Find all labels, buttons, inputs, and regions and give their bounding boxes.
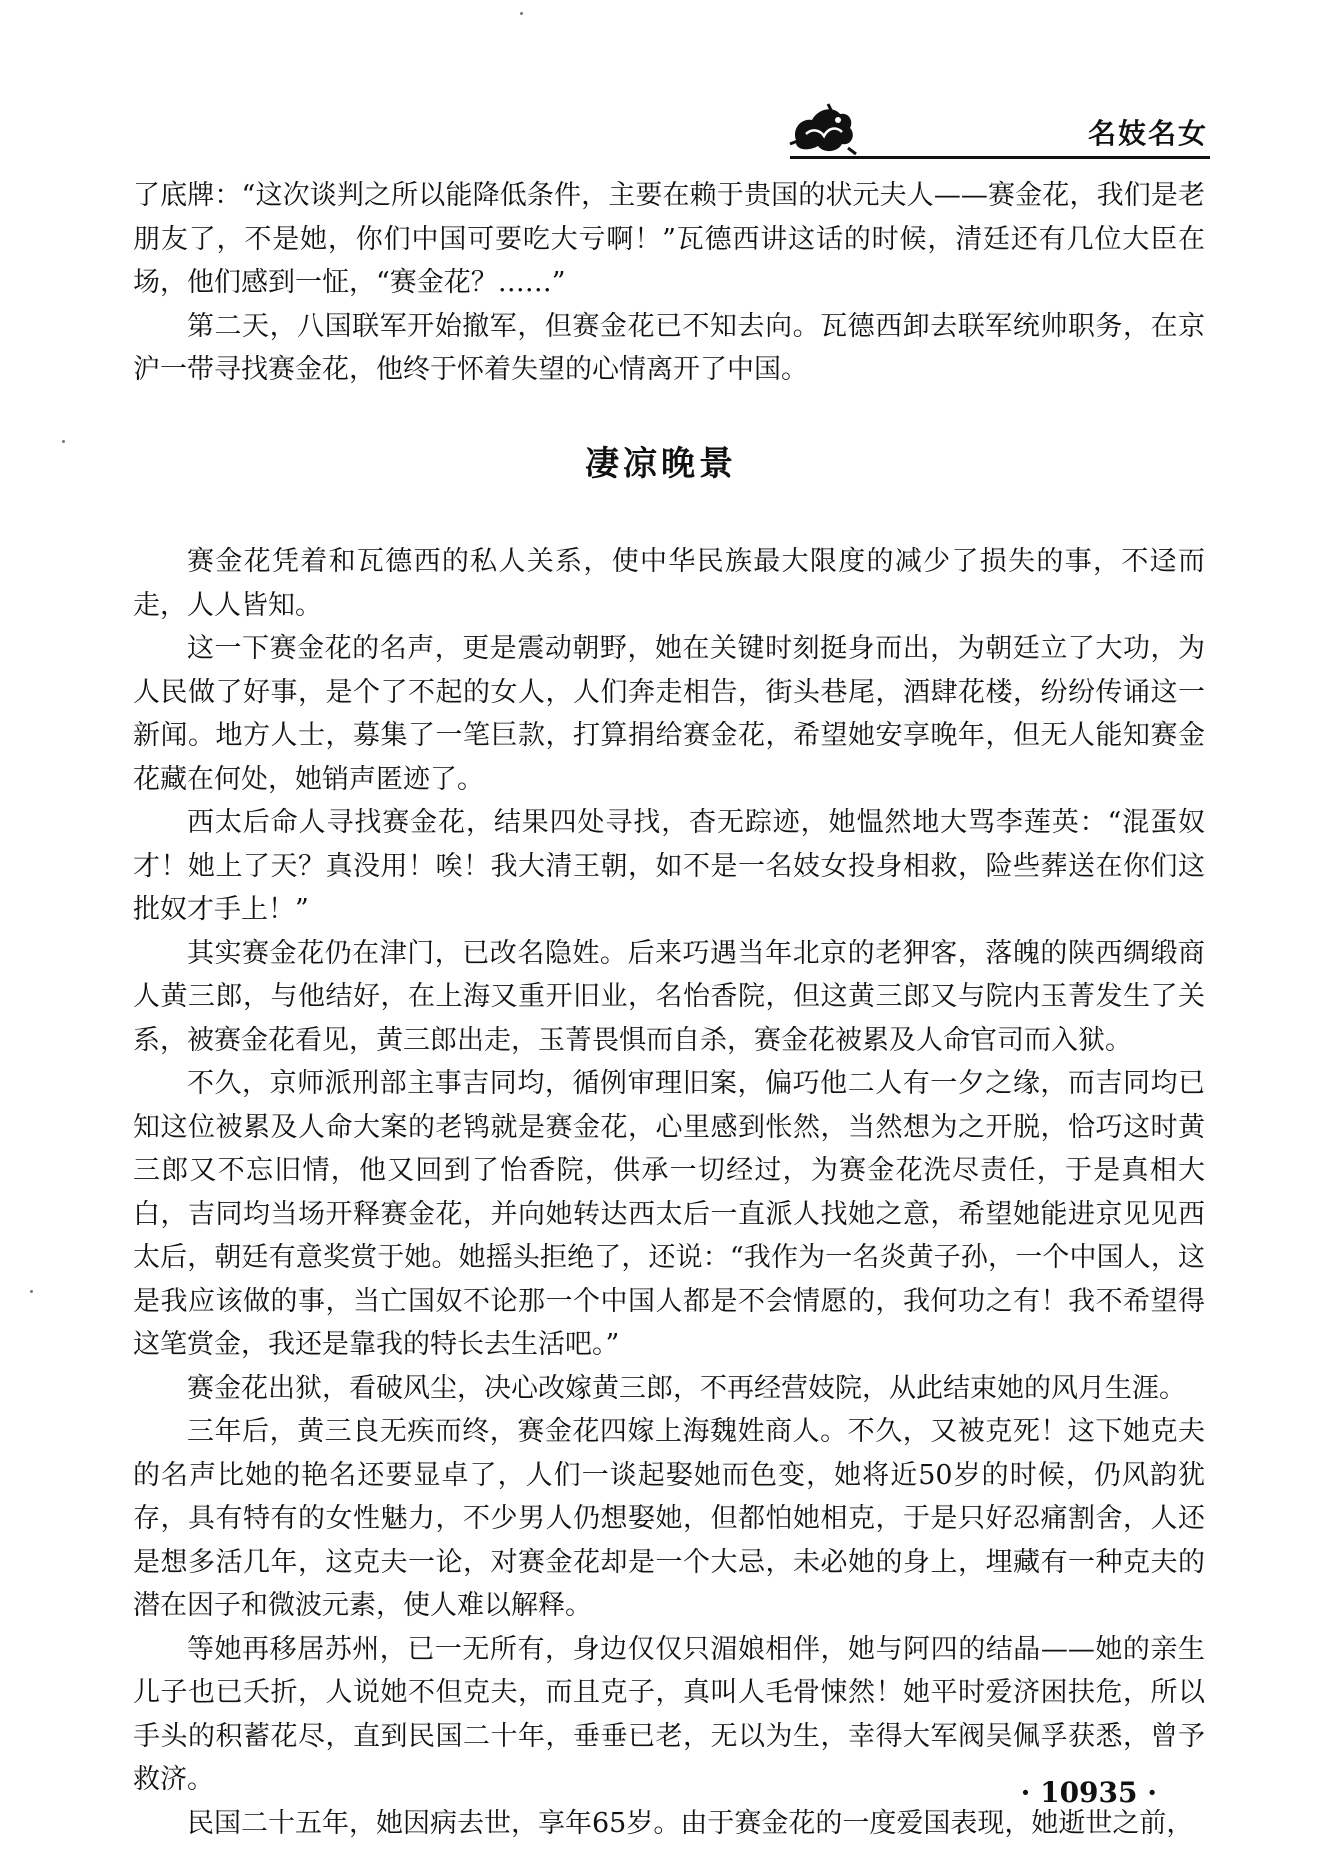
paragraph: 其实赛金花仍在津门，已改名隐姓。后来巧遇当年北京的老狎客，落魄的陕西绸缎商人黄三郎，与他结好，在上海又重开旧业，名怡香院，但这黄三郎又与院内玉菁发生了关系，被赛金花看见，黄三郎出走，玉菁畏惧而自杀，赛金花被累及人命官司而入狱。: [133, 937, 1205, 1056]
scan-speck: [30, 1290, 33, 1293]
scan-speck: [62, 440, 65, 443]
paragraph: 西太后命人寻找赛金花，结果四处寻找，杳无踪迹，她愠然地大骂李莲英：“混蛋奴才！她上了天？真没用！唉！我大清王朝，如不是一名妓女投身相救，险些葬送在你们这批奴才手上！”: [133, 807, 1205, 925]
top-text-block: [133, 174, 1205, 392]
dragon-emblem-icon: [788, 100, 858, 158]
paragraph: 等她再移居苏州，已一无所有，身边仅仅只湄娘相伴，她与阿四的结晶——她的亲生儿子也已夭折，人说她不但克夫，而且克子，真叫人毛骨悚然！她平时爱济困扶危，所以手头的积蓄花尽，直到民国二十年，垂垂已老，无以为生，幸得大军阀吴佩孚获悉，曾予救济。: [133, 1633, 1205, 1795]
paragraph: 了底牌：“这次谈判之所以能降低条件，主要在赖于贵国的状元夫人——赛金花，我们是老朋友了，不是她，你们中国可要吃大亏啊！”瓦德西讲这话的时候，清廷还有几位大臣在场，他们感到一怔，“赛金花？……”: [133, 180, 1205, 298]
paragraph: 不久，京师派刑部主事吉同均，循例审理旧案，偏巧他二人有一夕之缘，而吉同均已知这位被累及人命大案的老鸨就是赛金花，心里感到怅然，当然想为之开脱，恰巧这时黄三郎又不忘旧情，他又回到了怡香院，供承一切经过，为赛金花洗尽责任，于是真相大白，吉同均当场开释赛金花，并向她转达西太后一直派人找她之意，希望她能进京见见西太后，朝廷有意奖赏于她。她摇头拒绝了，还说：“我作为一名炎黄子孙，一个中国人，这是我应该做的事，当亡国奴不论那一个中国人都是不会情愿的，我何功之有！我不希望得这笔赏金，我还是靠我的特长去生活吧。”: [133, 1068, 1205, 1360]
paragraph: 赛金花凭着和瓦德西的私人关系，使中华民族最大限度的减少了损失的事，不迳而走，人人皆知。: [133, 546, 1205, 621]
running-head: 名妓名女: [1087, 117, 1208, 150]
paragraph: 这一下赛金花的名声，更是震动朝野，她在关键时刻挺身而出，为朝廷立了大功，为人民做了好事，是个了不起的女人，人们奔走相告，街头巷尾，酒肆花楼，纷纷传诵这一新闻。地方人士，募集了一笔巨款，打算捐给赛金花，希望她安享晚年，但无人能知赛金花藏在何处，她销声匿迹了。: [133, 633, 1205, 795]
page-header: [788, 100, 1208, 160]
page-number: · 10935 ·: [1020, 1776, 1157, 1809]
paragraph: 三年后，黄三良无疾而终，赛金花四嫁上海魏姓商人。不久，又被克死！这下她克夫的名声比她的艳名还要显卓了，人们一谈起娶她而色变，她将近50岁的时候，仍风韵犹存，具有特有的女性魅力，不少男人仍想娶她，但都怕她相克，于是只好忍痛割舍，人还是想多活几年，这克夫一论，对赛金花却是一个大忌，未必她的身上，埋藏有一种克夫的潜在因子和微波元素，使人难以解释。: [133, 1416, 1205, 1621]
scan-speck: [520, 12, 523, 15]
section-title: 凄凉晚景: [585, 444, 737, 484]
main-text-block: [133, 540, 1205, 1845]
header-rule: [790, 156, 1210, 159]
paragraph: 民国二十五年，她因病去世，享年65岁。由于赛金花的一度爱国表现，她逝世之前，: [187, 1807, 1194, 1839]
paragraph: 赛金花出狱，看破风尘，决心改嫁黄三郎，不再经营妓院，从此结束她的风月生涯。: [187, 1372, 1186, 1404]
paragraph: 第二天，八国联军开始撤军，但赛金花已不知去向。瓦德西卸去联军统帅职务，在京沪一带寻找赛金花，他终于怀着失望的心情离开了中国。: [133, 310, 1205, 385]
